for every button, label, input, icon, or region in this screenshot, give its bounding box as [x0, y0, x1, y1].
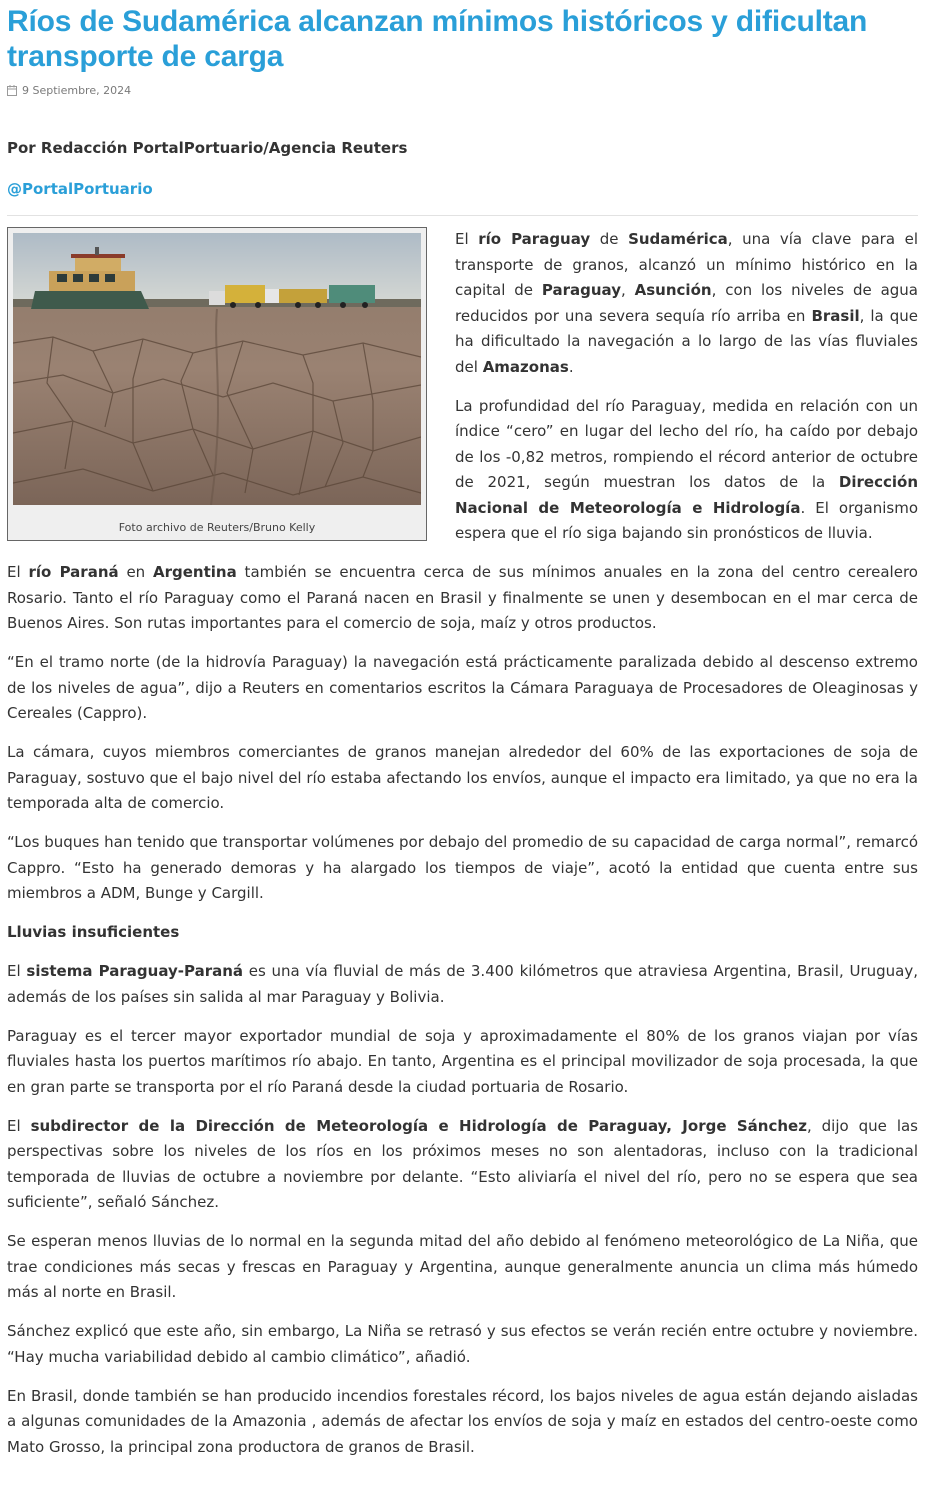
paragraph-2: La profundidad del río Paraguay, medida en relación con un índice “cero” en lugar del lecho del río, ha caído por debajo de los -0,82 metros, rompiendo el récord anterior de octubre de 2021, según muestran los datos de la Dirección Nacional de Meteorología e Hidrología. El organismo espera que el río siga bajando sin pronósticos de lluvia. [455, 396, 918, 542]
dry-riverbed-photo [13, 233, 421, 505]
article-figure [7, 227, 427, 541]
article-date [7, 84, 918, 97]
social-handle-link[interactable]: @PortalPortuario [7, 180, 153, 198]
figure-caption: Foto archivo de Reuters/Bruno Kelly [118, 521, 316, 534]
divider [7, 215, 918, 216]
paragraph-1: El río Paraguay de Sudamérica, una vía clave para el transporte de granos, alcanzó un mínimo histórico en la capital de Paraguay, Asunción, con los niveles de agua reducidos por una severa sequía río arriba en Brasil, la que ha dificultado la navegación a lo largo de las vías fluviales del Amazonas. [455, 230, 918, 376]
paragraph-7: El sistema Paraguay-Paraná es una vía fluvial de más de 3.400 kilómetros que atraviesa Argentina, Brasil, Uruguay, además de los países sin salida al mar Paraguay y Bolivia. [7, 962, 918, 1006]
paragraph-8: Paraguay es el tercer mayor exportador mundial de soja y aproximadamente el 80% de los granos viajan por vías fluviales hasta los puertos marítimos río abajo. En tanto, Argentina es el principal movilizador de soja procesada, la que en gran parte se transporta por el río Paraná desde la ciudad portuaria de Rosario. [7, 1026, 918, 1096]
article-title: Ríos de Sudamérica alcanzan mínimos históricos y dificultan transporte de carga [7, 5, 868, 73]
paragraph-9: El subdirector de la Dirección de Meteorología e Hidrología de Paraguay, Jorge Sánchez, dijo que las perspectivas sobre los niveles de los ríos en los próximos meses no son alentadoras, incluso con la tradicional temporada de lluvias de octubre a noviembre por delante. “Esto aliviaría el nivel del río, pero no se espera que sea suficiente”, señaló Sánchez. [7, 1116, 918, 1211]
paragraph-3: El río Paraná en Argentina también se encuentra cerca de sus mínimos anuales en la zona del centro cerealero Rosario. Tanto el río Paraguay como el Paraná nacen en Brasil y finalmente se unen y desembocan en el mar cerca de Buenos Aires. Son rutas importantes para el comercio de soja, maíz y otros productos. [7, 563, 918, 632]
paragraph-10: Se esperan menos lluvias de lo normal en la segunda mitad del año debido al fenómeno meteorológico de La Niña, que trae condiciones más secas y frescas en Paraguay y Argentina, aunque generalmente anuncia un clima más húmedo más al norte en Brasil. [7, 1232, 918, 1301]
date-text: 9 Septiembre, 2024 [22, 84, 132, 97]
paragraph-4: “En el tramo norte (de la hidrovía Paraguay) la navegación está prácticamente paralizada debido al descenso extremo de los niveles de agua”, dijo a Reuters en comentarios escritos la Cámara Paraguaya de Procesadores de Oleaginosas y Cereales (Cappro). [7, 653, 918, 722]
paragraph-6: “Los buques han tenido que transportar volúmenes por debajo del promedio de su capacidad de carga normal”, remarcó Cappro. “Esto ha generado demoras y ha alargado los tiempos de viaje”, acotó la entidad que cuenta entre sus miembros a ADM, Bunge y Cargill. [7, 833, 918, 902]
calendar-icon [7, 85, 17, 96]
author-byline: Por Redacción PortalPortuario/Agencia Reuters [7, 139, 408, 157]
paragraph-12: En Brasil, donde también se han producido incendios forestales récord, los bajos niveles de agua están dejando aisladas a algunas comunidades de la Amazonia , además de afectar los envíos de soja y maíz en estados del centro-oeste como Mato Grosso, la principal zona productora de granos de Brasil. [7, 1386, 918, 1456]
section-heading: Lluvias insuficientes [7, 923, 180, 941]
paragraph-11: Sánchez explicó que este año, sin embargo, La Niña se retrasó y sus efectos se verán recién entre octubre y noviembre. “Hay mucha variabilidad debido al cambio climático”, añadió. [7, 1322, 918, 1366]
article-body [7, 227, 918, 1460]
paragraph-5: La cámara, cuyos miembros comerciantes de granos manejan alrededor del 60% de las exportaciones de soja de Paraguay, sostuvo que el bajo nivel del río estaba afectando los envíos, aunque el impacto era limitado, ya que no era la temporada alta de comercio. [7, 743, 918, 812]
